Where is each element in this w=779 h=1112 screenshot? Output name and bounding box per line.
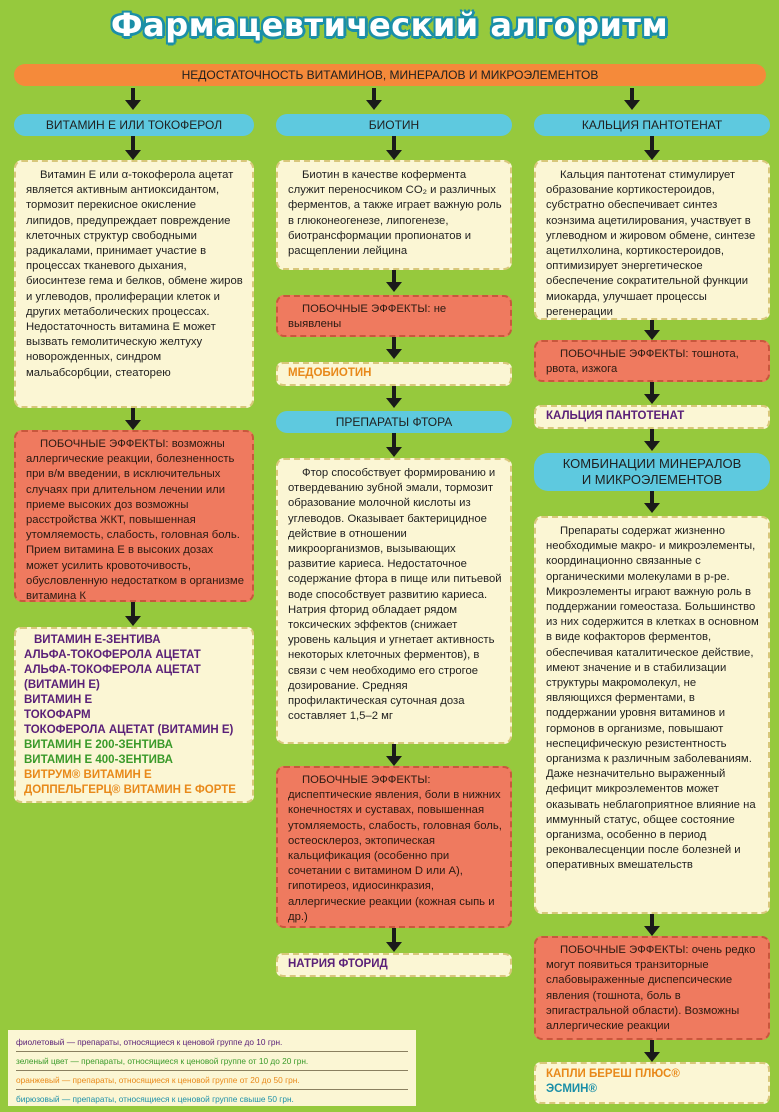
arrow (650, 491, 654, 505)
col2-side-effects2 (276, 766, 512, 928)
col1-drug-list (14, 627, 254, 803)
drug-list-item: ВИТРУМ® ВИТАМИН Е (24, 769, 152, 781)
arrow (650, 136, 654, 152)
arrow (392, 928, 396, 944)
drug-name: МЕДОБИОТИН (288, 367, 372, 379)
arrow (650, 382, 654, 396)
col1-desc-text: Витамин Е или α-токоферола ацетат является активным антиоксидантом, тормозит перекисное окисление липидов, предупреждает повреждение клеточных структур свободными радикалами, принимает участие в процессах тканевого дыхания, биосинтезе гема и белков, обмене жиров и углеводов, пролиферации клеток и других метаболических процессах. Недостаточность витамина Е может вызвать гемолитическую желтуху новорожденных, синдром мальабсорбции, стеаторею (26, 169, 243, 379)
side-effects-text: диспептические явления, боли в нижних конечностях и суставах, повышенная утомляемость, слабость, головная боль, остеосклероз, эктопическая кальцификация (особенно при сочетании с витамином D или А), гипотиреоз, идиосинкразия, аллергические реакции (кожная сыпь и др.) (288, 789, 502, 923)
col2-desc-text: Биотин в качестве кофермента служит переносчиком CO₂ и различных ферментов, а также играет важную роль в глюконеогенезе, липогенезе, биотрансформации пропионатов и расщеплении лейцина (288, 169, 502, 258)
side-effects-label: ПОБОЧНЫЕ ЭФФЕКТЫ: (560, 944, 689, 956)
side-effects-text: очень редко могут появиться транзиторные слабовыраженные диспепсические явления (тошнота, боль в эпигастральной области). Возможны аллергические реакции (546, 944, 756, 1033)
arrow (372, 88, 376, 102)
header-line: КОМБИНАЦИИ МИНЕРАЛОВ (562, 456, 742, 471)
col3-side-effects (534, 340, 770, 382)
side-effects-text: не выявлены (288, 303, 447, 331)
arrow (630, 88, 634, 102)
drug-list-item: ВИТАМИН Е-ЗЕНТИВА (34, 634, 161, 646)
root-node: НЕДОСТАТОЧНОСТЬ ВИТАМИНОВ, МИНЕРАЛОВ И МИКРОЭЛЕМЕНТОВ (14, 64, 766, 86)
drug-list-item: ВИТАМИН Е (24, 694, 93, 706)
col2-drug2 (276, 953, 512, 977)
drug-name: НАТРИЯ ФТОРИД (288, 958, 388, 970)
col2-drug (276, 362, 512, 386)
col3-header2 (534, 453, 770, 491)
col2-header2: ПРЕПАРАТЫ ФТОРА (276, 411, 512, 433)
side-effects-label: ПОБОЧНЫЕ ЭФФЕКТЫ: (302, 774, 431, 786)
side-effects-label: ПОБОЧНЫЕ ЭФФЕКТЫ: (560, 348, 689, 360)
arrow (131, 602, 135, 618)
col3-drug2 (534, 1062, 770, 1104)
col2-description (276, 160, 512, 270)
drug-list-item: АЛЬФА-ТОКОФЕРОЛА АЦЕТАТ (24, 649, 201, 661)
page-title: Фармацевтический алгоритм (110, 6, 669, 44)
col2-desc2-text: Фтор способствует формированию и отвердеванию зубной эмали, тормозит образование молочной кислоты из углеводов. Оказывает бактерицидное действие в отношении микроорганизмов, вызывающих развитие кариеса. Недостаточное содержание фтора в пище или питьевой воде способствует развитию кариеса. Натрия фторид обладает рядом токсических эффектов (снижает уровень кальция и угнетает активность некоторых клеточных ферментов), в связи с чем необходимо его строгое дозирование. Средняя профилактическая суточная доза составляет 1,5–2 мг (288, 467, 502, 723)
side-effects-label: ПОБОЧНЫЕ ЭФФЕКТЫ: (302, 303, 431, 315)
drug-list-item: ВИТАМИН Е 200-ЗЕНТИВА (24, 739, 173, 751)
legend-item: оранжевый — препараты, относящиеся к ценовой группе от 20 до 50 грн. (16, 1071, 408, 1090)
col3-description (534, 160, 770, 320)
arrow (131, 136, 135, 152)
side-effects-text: возможны аллергические реакции, болезненность при в/м введении, в исключительных случаях при длительном лечении или приеме высоких доз возможны расстройства ЖКТ, повышенная утомляемость, слабость, головная боль. Прием витамина Е в высоких дозах может усилить кровоточивость, обусловленную недостатком в организме витамина К (26, 438, 244, 603)
drug-name: ЭСМИН® (546, 1083, 597, 1095)
arrow (131, 88, 135, 102)
arrow (650, 320, 654, 332)
price-legend (8, 1030, 416, 1106)
drug-list-item: ДОППЕЛЬГЕРЦ® ВИТАМИН Е ФОРТЕ (24, 784, 236, 796)
side-effects-label: ПОБОЧНЫЕ ЭФФЕКТЫ: (40, 438, 169, 450)
col3-desc-text: Кальция пантотенат стимулирует образование кортикостероидов, субстратно обеспечивает синтез коэнзима ацетилирования, участвует в углеводном и жировом обмене, синтезе ацетилхолина, кортикостероидов, оптимизирует энергетическое обеспечение сократительной функции миокарда, улучшает процессы регенерации (546, 169, 756, 318)
arrow (392, 270, 396, 284)
header-line: И МИКРОЭЛЕМЕНТОВ (581, 472, 723, 487)
arrow (392, 136, 396, 152)
drug-name: КАПЛИ БЕРЕШ ПЛЮС® (546, 1068, 680, 1080)
col3-desc2-text: Препараты содержат жизненно необходимые макро- и микроэлементы, координационно связанные с органическими молекулами в р-ре. Микроэлементы играют важную роль в поддержании гомеостаза. Большинство из них содержится в клетках в основном в виде кофакторов ферментов, обеспечивая каталитическое действие, имеют значение и в стабилизации структуры макромолекул, не являющихся ферментами, в поддержании уровня витаминов и гормонов в организме, повышают неспецифическую резистентность организма к различным заболеваниям. Даже незначительно выраженный дефицит микроэлементов может оказывать неблагоприятное влияние на иммунный статус, общее состояние организма, особенно в период реконвалесценции после болезней и оперативных вмешательств (546, 525, 759, 872)
col2-side-effects (276, 295, 512, 337)
col2-header: БИОТИН (276, 114, 512, 136)
col3-drug (534, 405, 770, 429)
arrow (650, 914, 654, 928)
arrow (650, 429, 654, 443)
drug-name: КАЛЬЦИЯ ПАНТОТЕНАТ (546, 410, 685, 422)
arrow (392, 744, 396, 758)
col3-header: КАЛЬЦИЯ ПАНТОТЕНАТ (534, 114, 770, 136)
arrow (392, 337, 396, 351)
col1-header: ВИТАМИН Е ИЛИ ТОКОФЕРОЛ (14, 114, 254, 136)
col3-description2 (534, 516, 770, 914)
arrow (392, 433, 396, 449)
drug-list-item: АЛЬФА-ТОКОФЕРОЛА АЦЕТАТ (24, 664, 201, 676)
arrow (650, 1040, 654, 1054)
drug-list-item: (ВИТАМИН Е) (24, 679, 100, 691)
arrow (131, 408, 135, 422)
legend-item: зеленый цвет — препараты, относящиеся к ценовой группе от 10 до 20 грн. (16, 1052, 408, 1071)
col2-description2 (276, 458, 512, 744)
col3-side-effects2 (534, 936, 770, 1040)
arrow (392, 386, 396, 400)
legend-item: бирюзовый — препараты, относящиеся к ценовой группе свыше 50 грн. (16, 1094, 294, 1104)
col1-side-effects (14, 430, 254, 602)
side-effects-text: тошнота, рвота, изжога (546, 348, 739, 376)
drug-list-item: ТОКОФЕРОЛА АЦЕТАТ (ВИТАМИН Е) (24, 724, 234, 736)
drug-list-item: ТОКОФАРМ (24, 709, 91, 721)
legend-item: фиолетовый — препараты, относящиеся к ценовой группе до 10 грн. (16, 1033, 408, 1052)
drug-list-item: ВИТАМИН Е 400-ЗЕНТИВА (24, 754, 173, 766)
col1-description (14, 160, 254, 408)
